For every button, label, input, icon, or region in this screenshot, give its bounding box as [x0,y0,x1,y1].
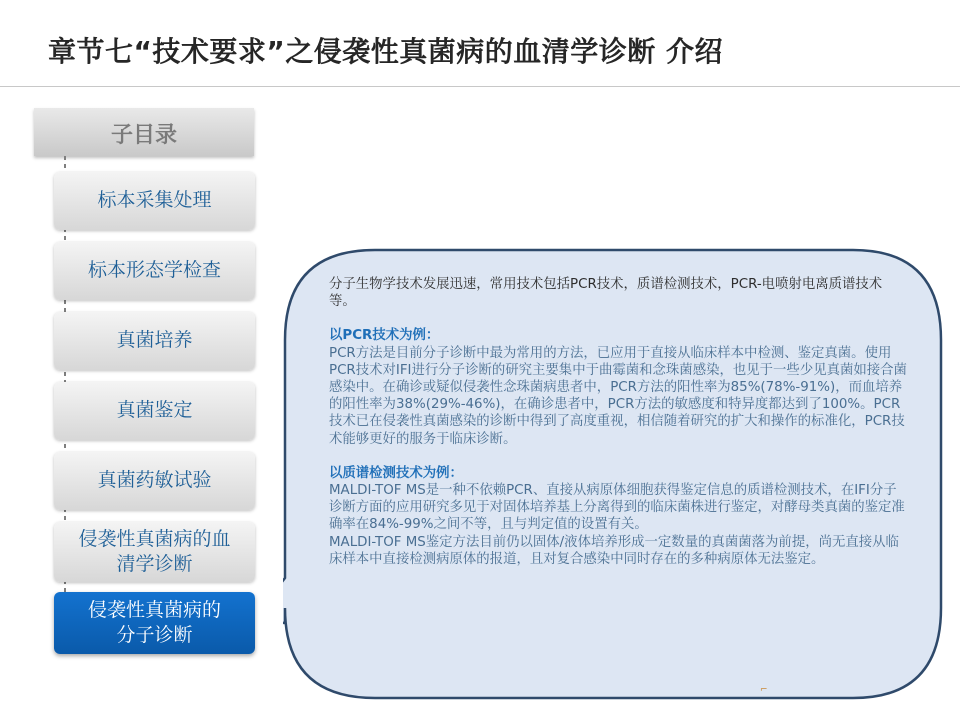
menu-item-fungal-culture[interactable] [54,312,255,370]
menu-item-label: 真菌培养 [116,329,193,352]
watermark-icon: ⌐ [760,685,768,695]
menu-item-label: 真菌药敏试验 [97,469,212,492]
header-divider [0,86,960,87]
intro-paragraph: 分子生物学技术发展迅速，常用技术包括PCR技术，质谱检测技术，PCR-电喷射电离质谱技术等。 [329,277,883,310]
menu-item-fungal-identification[interactable] [54,382,255,440]
mass-spec-paragraph-1: MALDI-TOF MS是一种不依赖PCR、直接从病原体细胞获得鉴定信息的质谱检测技术，在IFI分子诊断方面的应用研究多见于对固体培养基上分离得到的临床菌株进行鉴定，对酵母类真菌的鉴定准确率在84%-99%之间不等，且与判定值的设置有关。 [329,483,905,533]
subdirectory-label: 子目录 [110,123,177,148]
page-title: 章节七“技术要求”之侵袭性真菌病的血清学诊断 介绍 [48,35,724,68]
panel-text [329,276,907,568]
menu-item-label: 标本采集处理 [97,189,212,212]
section-spacer [329,448,907,465]
subdirectory-header [34,108,254,156]
menu-item-molecular-diagnosis[interactable] [54,592,255,654]
menu-item-label: 标本形态学检查 [87,259,221,282]
menu-item-label: 侵袭性真菌病的血 清学诊断 [78,527,231,575]
mass-spec-paragraph-2: MALDI-TOF MS鉴定方法目前仍以固体/液体培养形成一定数量的真菌菌落为前提，尚无直接从临床样本中直接检测病原体的报道，且对复合感染中同时存在的多种病原体无法鉴定。 [329,534,899,567]
pcr-heading: 以PCR技术为例： [329,328,440,344]
menu-item-specimen-collection[interactable] [54,172,255,230]
menu-item-serological-diagnosis[interactable] [54,522,255,582]
menu-item-morphology-exam[interactable] [54,242,255,300]
menu-item-susceptibility-test[interactable] [54,452,255,510]
pcr-paragraph: PCR方法是目前分子诊断中最为常用的方法，已应用于直接从临床样本中检测、鉴定真菌。使用PCR技术对IFI进行分子诊断的研究主要集中于曲霉菌和念珠菌感染，也见于一些少见真菌如接合菌感染中。在确诊或疑似侵袭性念珠菌病患者中，PCR方法的阳性率为85%(78%-91%)，而血培养的阳性率为38%(29%-46%)，在确诊患者中，PCR方法的敏感度和特异度都达到了100%。PCR技术已在侵袭性真菌感染的诊断中得到了高度重视，相信随着研究的扩大和操作的标准化，PCR技术能够更好的服务于临床诊断。 [329,345,907,447]
mass-spec-heading: 以质谱检测技术为例： [329,465,463,481]
menu-item-label: 真菌鉴定 [116,399,193,422]
menu-item-label: 侵袭性真菌病的 分子诊断 [87,598,221,646]
content-callout-panel [283,248,944,700]
